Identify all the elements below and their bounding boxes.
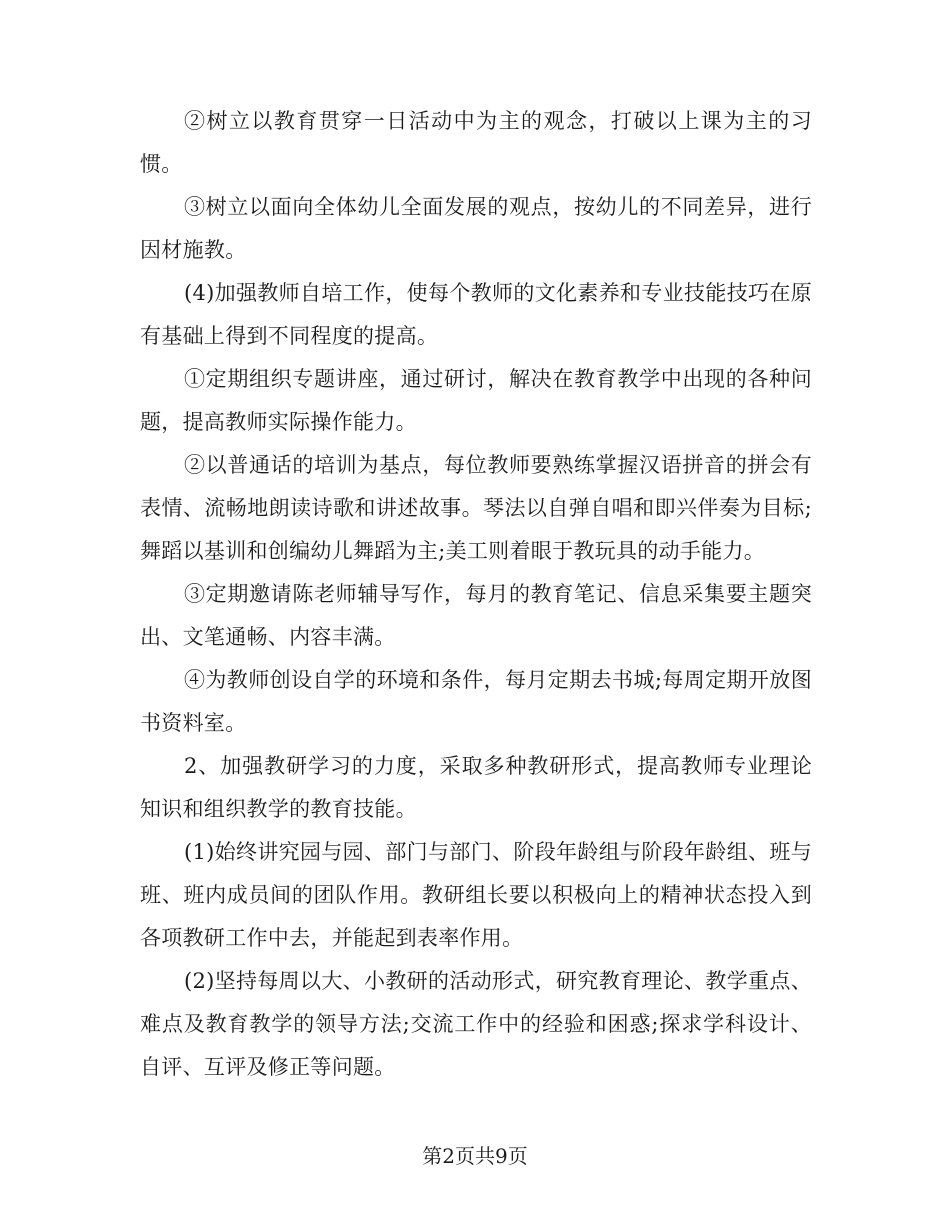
paragraph: ③定期邀请陈老师辅导写作，每月的教育笔记、信息采集要主题突出、文笔通畅、内容丰满。 (140, 582, 812, 649)
paragraph: (1)始终讲究园与园、部门与部门、阶段年龄组与阶段年龄组、班与班、班内成员间的团队作用。教研组长要以积极向上的精神状态投入到各项教研工作中去，并能起到表率作用。 (140, 840, 812, 950)
paragraph: ②树立以教育贯穿一日活动中为主的观念，打破以上课为主的习惯。 (140, 109, 812, 176)
paragraph: (4)加强教师自培工作，使每个教师的文化素养和专业技能技巧在原有基础上得到不同程度的提高。 (140, 281, 812, 348)
document-body (140, 100, 812, 1089)
paragraph: ②以普通话的培训为基点，每位教师要熟练掌握汉语拼音的拼会有表情、流畅地朗读诗歌和讲述故事。琴法以自弹自唱和即兴伴奏为目标;舞蹈以基训和创编幼儿舞蹈为主;美工则着眼于教玩具的动手能力。 (140, 453, 812, 563)
paragraph: ③树立以面向全体幼儿全面发展的观点，按幼儿的不同差异，进行因材施教。 (140, 195, 812, 262)
paragraph: ④为教师创设自学的环境和条件，每月定期去书城;每周定期开放图书资料室。 (140, 668, 812, 735)
paragraph: 2、加强教研学习的力度，采取多种教研形式，提高教师专业理论知识和组织教学的教育技能。 (140, 754, 812, 821)
paragraph: ①定期组织专题讲座，通过研讨，解决在教育教学中出现的各种问题，提高教师实际操作能力。 (140, 367, 812, 434)
page-number-footer: 第2页共9页 (422, 1144, 528, 1168)
paragraph: (2)坚持每周以大、小教研的活动形式，研究教育理论、教学重点、难点及教育教学的领导方法;交流工作中的经验和困惑;探求学科设计、自评、互评及修正等问题。 (140, 969, 812, 1079)
